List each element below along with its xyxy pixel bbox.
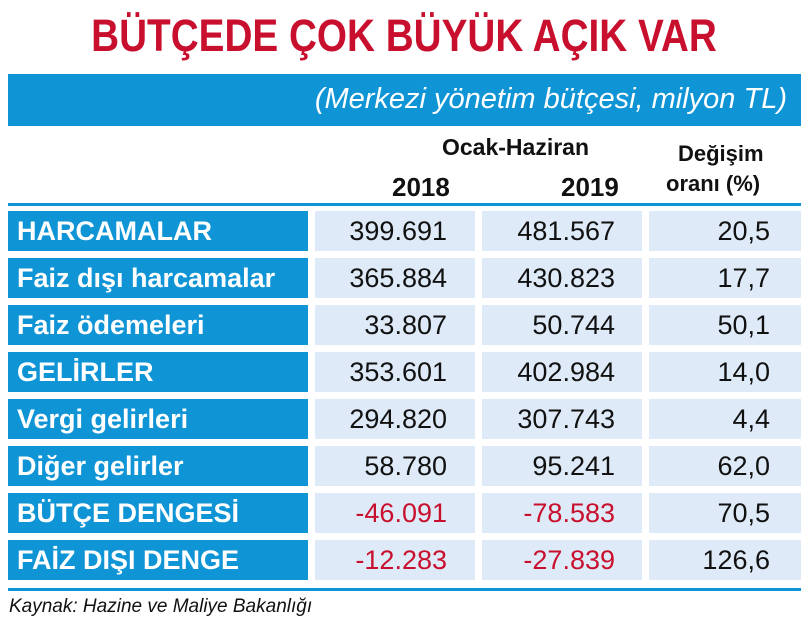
table-row	[8, 305, 801, 345]
change-rate: 20,5	[649, 211, 801, 251]
table-subtitle: (Merkezi yönetim bütçesi, milyon TL)	[314, 83, 787, 115]
change-header-line1: Değişim	[678, 141, 764, 166]
value-2019: 430.823	[482, 258, 642, 298]
table-row	[8, 399, 801, 439]
table-row	[8, 493, 801, 533]
value-2019: 307.743	[482, 399, 642, 439]
table-row	[8, 211, 801, 251]
value-2019: 481.567	[482, 211, 642, 251]
value-2019: 95.241	[482, 446, 642, 486]
change-rate: 126,6	[649, 540, 801, 580]
subtitle-bar	[8, 74, 801, 126]
value-2019: 50.744	[482, 305, 642, 345]
value-2018: -12.283	[315, 540, 475, 580]
table-title: BÜTÇEDE ÇOK BÜYÜK AÇIK VAR	[91, 10, 717, 61]
value-2018: 294.820	[315, 399, 475, 439]
change-rate: 50,1	[649, 305, 801, 345]
table-row	[8, 540, 801, 580]
column-header-2018: 2018	[392, 172, 450, 202]
change-rate: 62,0	[649, 446, 801, 486]
bottom-divider	[8, 588, 801, 591]
table-row	[8, 352, 801, 392]
table-row	[8, 446, 801, 486]
value-2019: -78.583	[482, 493, 642, 533]
value-2018: 33.807	[315, 305, 475, 345]
row-label: GELİRLER	[8, 352, 308, 392]
period-header: Ocak-Haziran	[442, 134, 590, 160]
source-note: Kaynak: Hazine ve Maliye Bakanlığı	[9, 596, 313, 617]
row-label: FAİZ DIŞI DENGE	[8, 540, 308, 580]
row-label: Faiz ödemeleri	[8, 305, 308, 345]
value-2018: 399.691	[315, 211, 475, 251]
value-2018: 58.780	[315, 446, 475, 486]
value-2018: -46.091	[315, 493, 475, 533]
change-header-line2: oranı (%)	[666, 171, 761, 196]
value-2019: 402.984	[482, 352, 642, 392]
value-2018: 365.884	[315, 258, 475, 298]
change-rate: 14,0	[649, 352, 801, 392]
row-label: BÜTÇE DENGESİ	[8, 493, 308, 533]
change-rate: 70,5	[649, 493, 801, 533]
header-divider	[8, 203, 801, 206]
row-label: Faiz dışı harcamalar	[8, 258, 308, 298]
table-row	[8, 258, 801, 298]
row-label: Diğer gelirler	[8, 446, 308, 486]
row-label: Vergi gelirleri	[8, 399, 308, 439]
row-label: HARCAMALAR	[8, 211, 308, 251]
value-2019: -27.839	[482, 540, 642, 580]
change-rate: 4,4	[649, 399, 801, 439]
column-header-2019: 2019	[561, 172, 619, 202]
change-rate: 17,7	[649, 258, 801, 298]
value-2018: 353.601	[315, 352, 475, 392]
